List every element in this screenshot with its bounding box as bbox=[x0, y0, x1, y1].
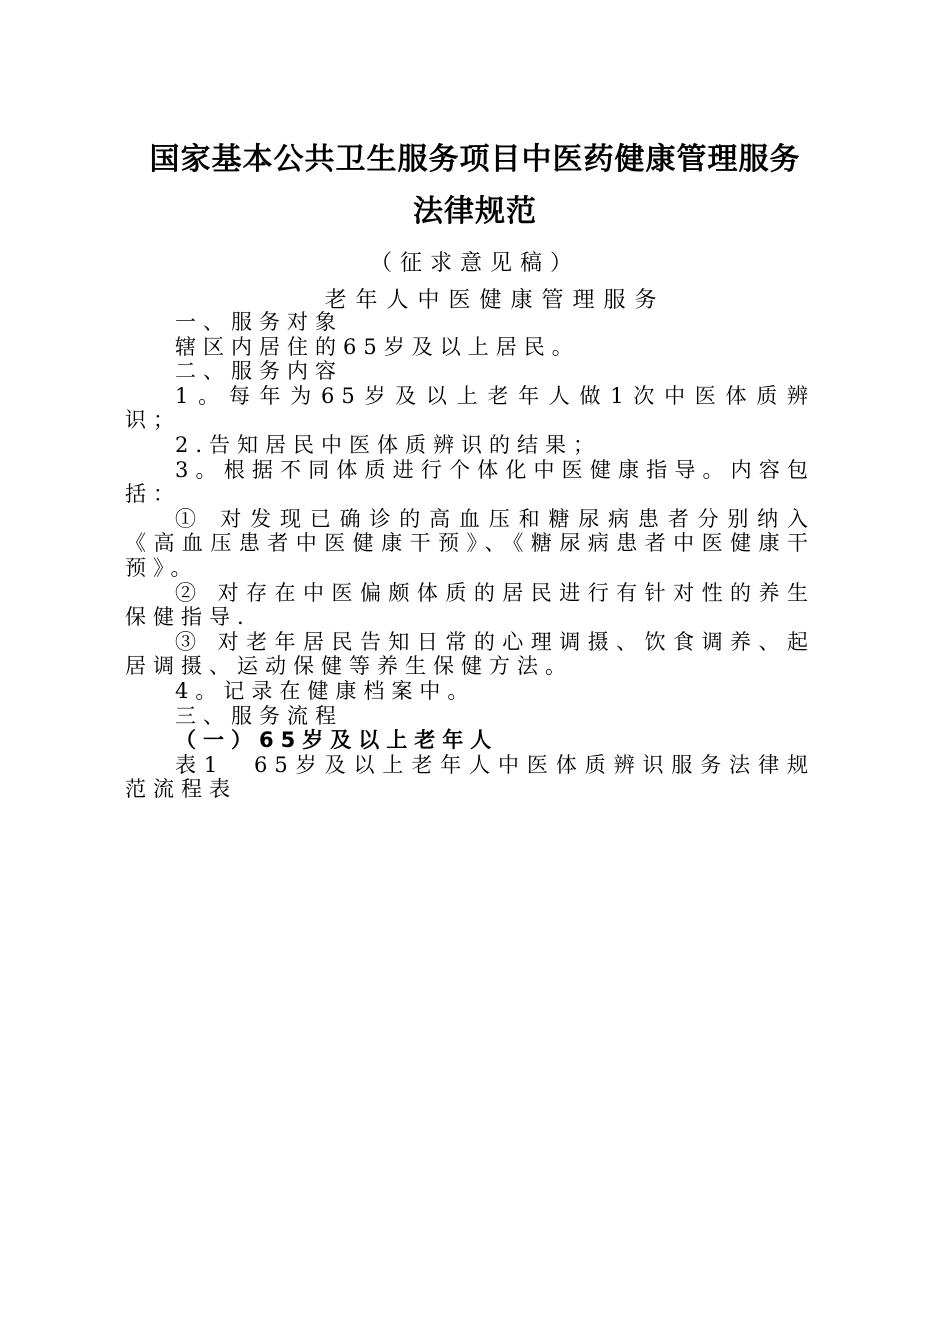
paragraph-item-4: 4。记录在健康档案中。 bbox=[175, 678, 476, 703]
document-subtitle: （征求意见稿） bbox=[369, 251, 580, 276]
section-title: 老年人中医健康管理服务 bbox=[324, 288, 666, 313]
paragraph-subitem-3: ③ 对老年居民告知日常的心理调摄、饮食调养、起居调摄、运动保健等养生保健方法。 bbox=[125, 629, 815, 679]
document-title-line-1: 国家基本公共卫生服务项目中医药健康管理服务 bbox=[149, 142, 801, 177]
heading-service-process: 三、服务流程 bbox=[175, 703, 343, 728]
paragraph-item-2: 2.告知居民中医体质辨识的结果； bbox=[175, 432, 602, 457]
paragraph-subitem-1: ① 对发现已确诊的高血压和糖尿病患者分别纳入《高血压患者中医健康干预》、《糖尿病患者中医健康干预》。 bbox=[125, 506, 815, 580]
heading-service-content: 二、服务内容 bbox=[175, 359, 343, 384]
document-body bbox=[125, 310, 815, 802]
paragraph-item-1: 1。每年为65岁及以上老年人做1次中医体质辨识； bbox=[125, 383, 815, 433]
paragraph-service-target: 辖区内居住的65岁及以上居民。 bbox=[175, 334, 580, 359]
subheading-elderly: （一）65岁及以上老年人 bbox=[175, 728, 499, 753]
heading-service-target: 一、服务对象 bbox=[175, 310, 343, 334]
paragraph-subitem-2: ② 对存在中医偏颇体质的居民进行有针对性的养生保健指导. bbox=[125, 580, 815, 630]
paragraph-item-3: 3。根据不同体质进行个体化中医健康指导。内容包括： bbox=[125, 457, 815, 507]
document-title-line-2: 法律规范 bbox=[413, 194, 537, 229]
table-caption: 表1 65岁及以上老年人中医体质辨识服务法律规范流程表 bbox=[125, 752, 815, 802]
